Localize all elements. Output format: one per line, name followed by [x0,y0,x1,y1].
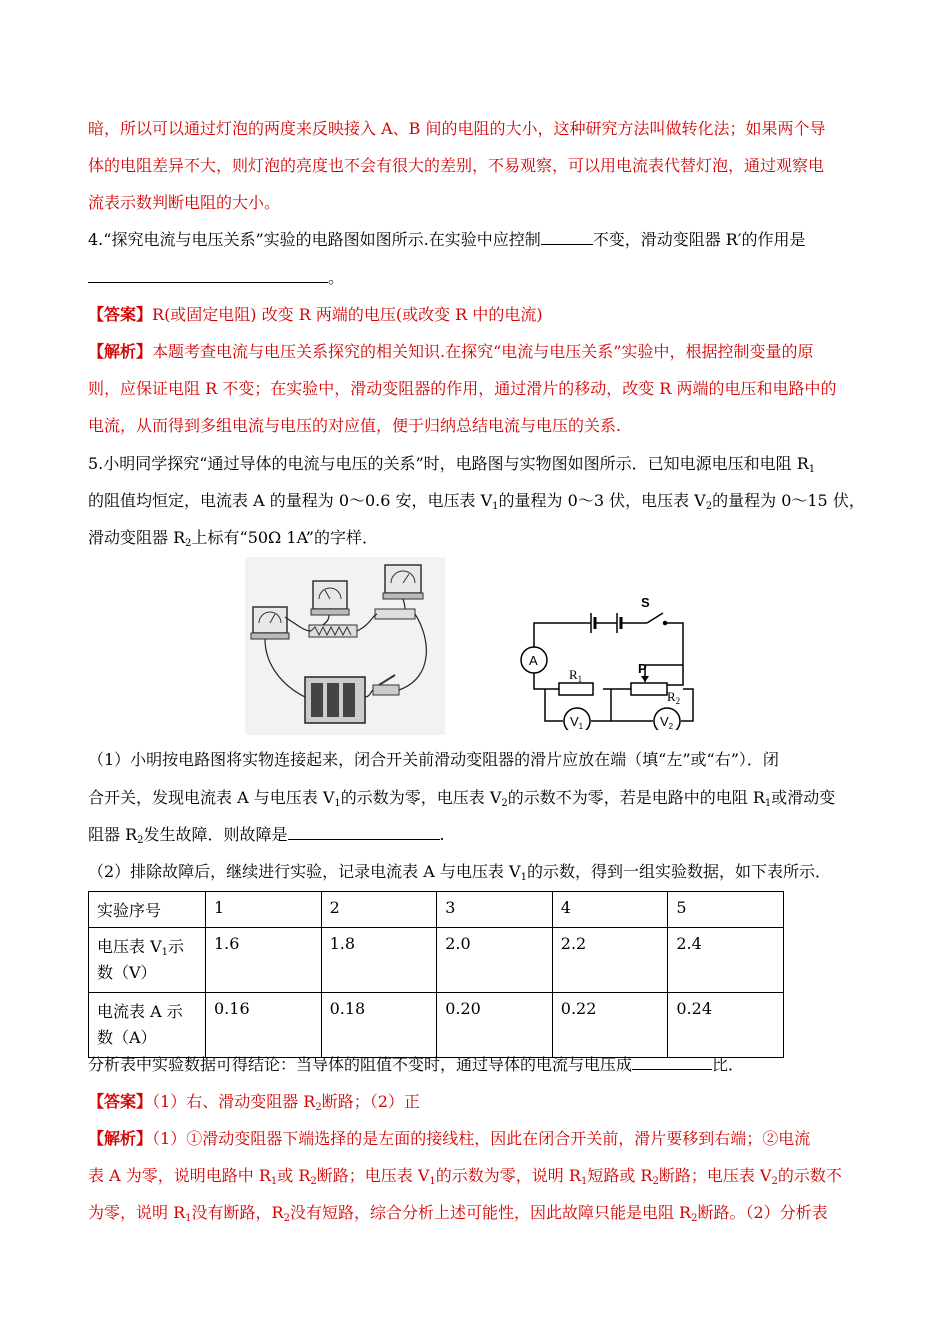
q5-sub1-blank [288,825,440,840]
apparatus-photo [245,557,445,735]
q4-answer [88,305,543,325]
q5-sub1-l2-sub2: 2 [501,798,508,809]
q5-sub2-line [88,862,831,882]
q5-e2-b: 或 R [277,1166,311,1185]
table-cell: 1.8 [321,928,437,993]
v1-label: $V_1$ [570,714,584,730]
table-row-current [89,993,784,1058]
q5-sub1-l2-d: 或滑动变 [771,788,836,807]
q5-sub1-l2-sub1: 1 [334,798,341,809]
q4-explain-line-3: 电流，从而得到多组电流与电压的对应值，便于归纳总结电流与电压的关系. [88,416,622,435]
voltmeter-2-device [383,565,423,599]
q5-sub1-l2-sub3: 1 [764,798,772,809]
resistor-device [375,609,415,619]
q5-sub2-a: （2）排除故障后，继续进行实验，记录电流表 A 与电压表 V [88,862,521,881]
current-row-label [89,993,206,1058]
q5-explain-line-3 [88,1203,828,1223]
q5-l2-sub1: 1 [492,501,499,512]
q5-e2-g: 的示数不 [777,1166,842,1185]
q5-sub1-l2-b: 的示数为零，电压表 V [340,788,502,807]
table-cell: 0.20 [437,993,553,1058]
slider-label: P [638,661,647,676]
q4-answer-label: 【答案】 [88,305,153,324]
switch-symbol [647,613,667,625]
explain-cont-line-1: 暗，所以可以通过灯泡的两度来反映接入 A、B 间的电阻的大小，这种研究方法叫做转化法；如果两个导 [88,119,826,138]
q5-sub1-l2-a: 合开关，发现电流表 A 与电压表 V [88,788,335,807]
q4-explain-text-1: 本题考查电流与电压关系探究的相关知识.在探究“电流与电压关系”实验中，根据控制变量的原 [152,342,814,361]
voltage-label-b: 示 [168,937,185,956]
q5-sub1-l3-sub: 2 [137,835,144,846]
q4-blank-1 [541,230,593,245]
q5-e2-e: 短路或 R [587,1166,653,1185]
q5-sub1-l2-c: 的示数不为零，若是电路中的电阻 R [507,788,765,807]
v2-label: $V_2$ [660,714,674,730]
rheostat-device [309,625,357,637]
q5-e2-s5: 2 [652,1176,659,1187]
table-header-cell: 5 [668,892,784,928]
rheostat-r2-symbol [631,683,667,695]
q5-answer-b: 断路；（2）正 [321,1092,420,1111]
q5-l3-a: 滑动变阻器 R [88,528,186,547]
circuit-wires [534,623,693,721]
q5-e3-a: 为零，说明 R [88,1203,186,1222]
q4-end: 。 [328,268,345,287]
q5-e2-s1: 1 [270,1176,278,1187]
table-header-cell: 实验序号 [89,892,206,928]
q5-e3-b: 没有断路，R [191,1203,284,1222]
q5-e2-a: 表 A 为零，说明电路中 R [88,1166,271,1185]
q5-e3-s1: 1 [185,1213,192,1224]
voltage-row-label [89,928,206,993]
circuit-diagram [517,555,703,730]
voltmeter-1-device [311,581,349,615]
table-cell: 0.18 [321,993,437,1058]
q4-explain-line-2: 则，应保证电阻 R 不变；在实验中，滑动变阻器的作用，通过滑片的移动，改变 R 两端的电压和电路中的 [88,379,837,398]
q4-question-line [88,230,806,250]
q5-sub1-line-2 [88,788,835,808]
switch-label: S [641,595,650,610]
table-cell: 0.24 [668,993,784,1058]
table-row-voltage [89,928,784,993]
q5-sub1-l3-a: 阻器 R [88,825,138,844]
q4-text-b: 不变，滑动变阻器 R′的作用是 [592,230,806,249]
q5-l3-b: 上标有“50Ω 1A”的字样． [191,528,378,547]
q5-l2-a: 的阻值均恒定，电流表 A 的量程为 0～0.6 安，电压表 V [88,491,493,510]
q5-sub1-line-1: （1）小明按电路图将实物连接起来，闭合开关前滑动变阻器的滑片应放在端（填“左”或“右”）．闭 [88,750,779,769]
voltage-label-c: 数（V） [97,963,157,982]
q5-explain-line-2 [88,1166,842,1186]
q5-conclusion-a: 分析表中实验数据可得结论：当导体的阻值不变时，通过导体的电流与电压成 [88,1055,633,1074]
q5-conclusion-b: 比． [712,1055,745,1074]
q5-e2-f: 断路；电压表 V [658,1166,772,1185]
table-header-cell: 2 [321,892,437,928]
q5-e2-c: 断路；电压表 V [316,1166,430,1185]
q5-e3-c: 没有短路，综合分析上述可能性，因此故障只能是电阻 R [289,1203,692,1222]
ammeter-label: A [529,653,538,668]
current-label-b: 数（A） [97,1028,157,1047]
table-cell: 0.16 [206,993,322,1058]
q5-answer-sub: 2 [315,1102,322,1113]
table-header-cell: 4 [552,892,668,928]
q5-l2-sub2: 2 [705,501,713,512]
table-cell: 0.22 [552,993,668,1058]
q4-explain-label: 【解析】 [88,342,153,361]
q5-l1-sub: 1 [808,464,816,475]
data-table [88,891,784,1058]
q5-e2-d: 的示数为零，说明 R [435,1166,581,1185]
current-label-a: 电流表 A 示 [97,1002,183,1021]
table-cell: 2.0 [437,928,553,993]
battery-box [305,677,365,723]
q5-e3-d: 断路。（2）分析表 [697,1203,828,1222]
q4-text-a: 4.“探究电流与电压关系”实验的电路图如图所示.在实验中应控制 [88,230,541,249]
q5-e3-s3: 2 [691,1213,698,1224]
q5-l2-c: 的量程为 0～15 伏， [712,491,865,510]
q5-e3-s2: 2 [283,1213,290,1224]
voltage-label-sub: 1 [161,947,169,958]
q5-sub2-b: 的示数，得到一组实验数据，如下表所示． [526,862,831,881]
table-header-cell: 3 [437,892,553,928]
table-cell: 2.2 [552,928,668,993]
q5-e2-s6: 2 [771,1176,778,1187]
q5-e2-s4: 1 [580,1176,588,1187]
q5-answer-label: 【答案】 [88,1092,153,1111]
q4-blank-2 [88,268,328,283]
resistor-r1-symbol [559,683,593,695]
q5-sub1-l3-end: . [439,825,445,844]
q5-explain-label: 【解析】 [88,1129,153,1148]
q5-line-1 [88,454,815,474]
r2-label: $R_2$ [667,689,681,706]
q5-e2-s2: 2 [310,1176,317,1187]
q5-line-2 [88,491,865,511]
slider-arrow [641,676,649,682]
q5-line-3 [88,528,378,548]
table-header-cell: 1 [206,892,322,928]
q5-l3-sub: 2 [185,538,192,549]
q5-sub2-sub: 1 [520,872,527,883]
q5-conclusion [88,1055,744,1075]
q5-sub1-line-3 [88,825,445,845]
q5-explain-e1: （1）①滑动变阻器下端选择的是左面的接线柱，因此在闭合开关前，滑片要移到右端；②电流 [152,1129,811,1148]
q5-conclusion-blank [632,1055,712,1070]
explain-cont-line-2: 体的电阻差异不大，则灯泡的亮度也不会有很大的差别，不易观察，可以用电流表代替灯泡，通过观察电 [88,156,825,175]
voltage-label-a: 电压表 V [97,937,162,956]
q5-sub1-l3-b: 发生故障．则故障是 [143,825,288,844]
q5-l2-b: 的量程为 0～3 伏，电压表 V [498,491,706,510]
q5-answer-a: （1）右、滑动变阻器 R [152,1092,316,1111]
q5-e2-s3: 1 [429,1176,436,1187]
q5-explain-line-1 [88,1129,810,1149]
table-cell: 2.4 [668,928,784,993]
q4-explain-line-1 [88,342,813,362]
table-cell: 1.6 [206,928,322,993]
q4-blank-line [88,268,344,288]
ammeter-device [251,607,289,639]
r1-label: $R_1$ [569,667,583,684]
explain-cont-line-3: 流表示数判断电阻的大小。 [88,193,281,212]
q4-answer-text: R(或固定电阻) 改变 R 两端的电压(或改变 R 中的电流) [152,305,543,324]
q5-answer [88,1092,420,1112]
table-header-row [89,892,784,928]
q5-l1-text: 5.小明同学探究“通过导体的电流与电压的关系”时，电路图与实物图如图所示．已知电源电压和电阻 R [88,454,809,473]
